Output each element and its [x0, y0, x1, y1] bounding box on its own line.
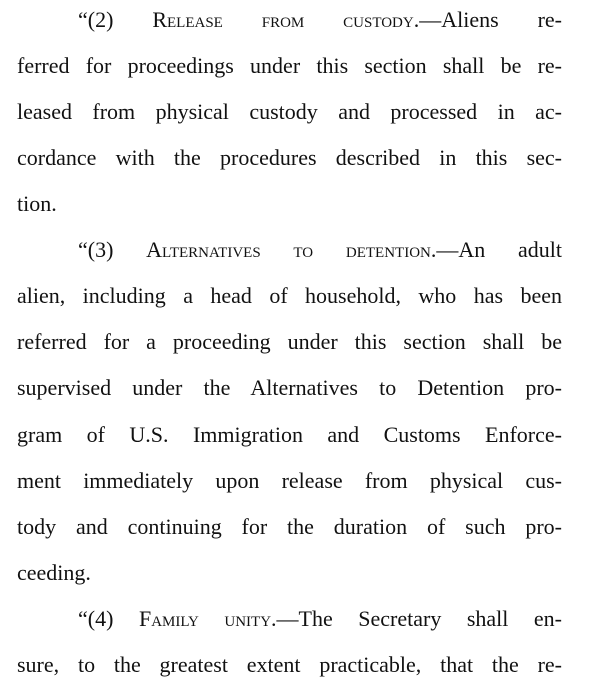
section-3-line-0: An adult — [458, 237, 562, 262]
section-2-line-0: Aliens re- — [441, 7, 562, 32]
section-3-first-line — [78, 235, 562, 265]
section-2-line-1: ferred for proceedings under this section shall be re- — [17, 53, 562, 78]
section-3-line-2: referred for a proceeding under this section shall be — [17, 329, 562, 354]
section-4-line-1: sure, to the greatest extent practicable, that the re- — [17, 652, 562, 677]
section-3-line-1: alien, including a head of household, who has been — [17, 283, 562, 308]
section-2-heading: Release from custody. — [152, 7, 420, 32]
section-2-number: “(2) — [78, 7, 114, 32]
section-2-line-4: tion. — [17, 191, 57, 216]
section-3-line-4: gram of U.S. Immigration and Customs Enforce- — [17, 422, 562, 447]
section-2-first-line — [78, 5, 562, 35]
section-3-line-7: ceeding. — [17, 560, 91, 585]
section-4-dash: — — [276, 606, 299, 631]
section-2-dash: — — [419, 7, 442, 32]
section-4-heading: Family unity. — [138, 606, 277, 631]
section-3-number: “(3) — [78, 237, 114, 262]
section-2-line-2: leased from physical custody and processed in ac- — [17, 99, 562, 124]
section-4-number: “(4) — [78, 606, 114, 631]
section-4-first-line — [78, 604, 562, 634]
section-3-dash: — — [436, 237, 459, 262]
section-3-line-3: supervised under the Alternatives to Detention pro- — [17, 375, 562, 400]
section-2-line-3: cordance with the procedures described in this sec- — [17, 145, 562, 170]
section-3-line-6: tody and continuing for the duration of such pro- — [17, 514, 562, 539]
section-3-line-5: ment immediately upon release from physical cus- — [17, 468, 562, 493]
section-3-heading: Alternatives to detention. — [146, 237, 437, 262]
section-4-line-0: The Secretary shall en- — [298, 606, 563, 631]
